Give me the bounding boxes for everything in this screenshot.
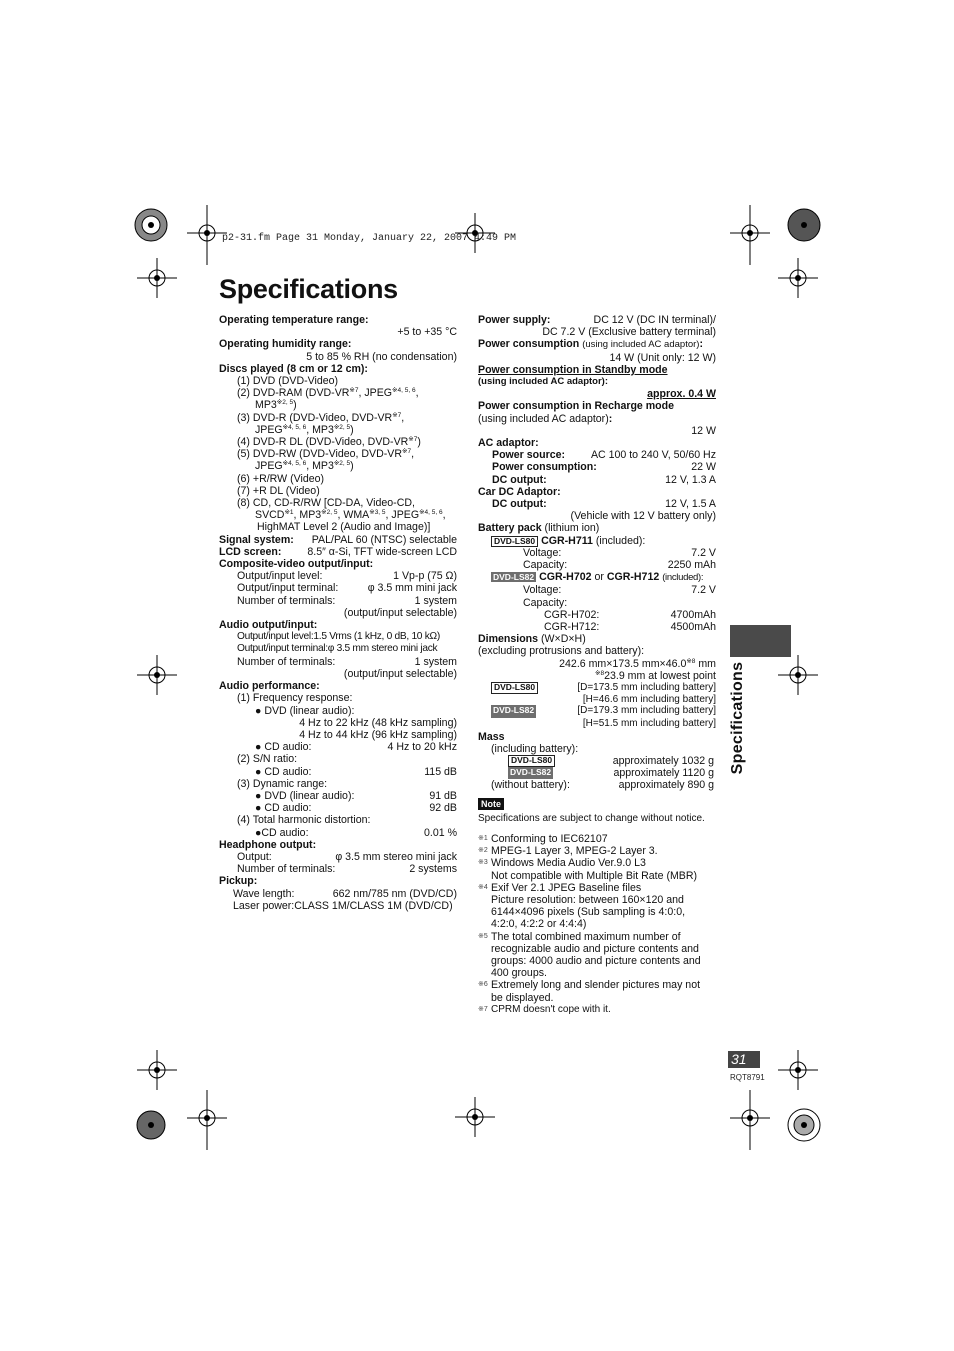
battery-model-row: DVD-LS82 CGR-H702 or CGR-H712 (included):: [493, 571, 704, 584]
spec-value: 242.6 mm×173.5 $mm\times 46.0^{※8}$ mm: [559, 657, 716, 670]
spec-value: $^{※8}$23.9 mm at lowest point: [595, 669, 716, 682]
spec-value: 5 to 85 % RH (no condensation): [306, 350, 457, 363]
right-column: [478, 314, 716, 1016]
disc-item: (3) DVD-R (DVD-Video, DVD-VR$^{※7}$,: [237, 411, 405, 424]
spec-value: Laser power:CLASS 1M/CLASS 1M (DVD/CD): [233, 899, 453, 912]
registration-mark: [137, 655, 177, 695]
note-badge: Note: [478, 798, 504, 810]
side-tab: [716, 652, 760, 784]
spec-note: (using included AC adaptor):: [478, 376, 609, 388]
spec-note: (including battery):: [491, 742, 579, 755]
spec-value: (output/input selectable): [343, 667, 457, 680]
spec-label: Dimensions (W×D×H): [478, 633, 586, 646]
spec-row: CGR-H712: 4500mAh: [544, 621, 716, 634]
footnote: ※7 CPRM doesn't cope with it.: [478, 1003, 611, 1015]
spec-value: +5 to +35 °C: [397, 326, 457, 339]
spec-row: Output: φ 3.5 mm stereo mini jack: [237, 850, 457, 863]
spec-row: LCD screen: 8.5″ α-Si, TFT wide-screen LCD: [219, 545, 457, 558]
spec-sublabel: (2) S/N ratio:: [237, 753, 298, 766]
spec-row: DVD-LS80 approximately 1032 g: [478, 755, 716, 767]
spec-label: AC adaptor:: [478, 437, 539, 450]
spec-value: 4 Hz to 22 kHz (48 kHz sampling): [299, 716, 457, 729]
registration-mark: [455, 1097, 495, 1137]
model-badge-ls82: DVD-LS82: [491, 705, 536, 717]
spec-label: Composite-video output/input:: [219, 558, 374, 571]
battery-model-row: DVD-LS80 CGR-H711 (included):: [478, 535, 716, 547]
footnote: ※1 Conforming to IEC62107: [478, 832, 608, 845]
spec-value: (output/input selectable): [343, 606, 457, 619]
spec-sublabel: (1) Frequency response:: [237, 692, 353, 705]
spec-row: Signal system: PAL/PAL 60 (NTSC) selectable: [219, 533, 457, 546]
spec-label: Audio output/input:: [219, 619, 318, 632]
spec-row: Power consumption: 22 W: [492, 461, 716, 474]
spec-row: Power source: AC 100 to 240 V, 50/60 Hz: [492, 449, 716, 462]
spec-value: 12 W: [691, 424, 716, 437]
spec-label: Operating humidity range:: [219, 338, 352, 351]
spec-row: Voltage: 7.2 V: [523, 584, 716, 597]
disc-item: HighMAT Level 2 (Audio and Image)]: [257, 521, 431, 534]
page-title: Specifications: [219, 274, 398, 304]
spec-label: Headphone output:: [219, 838, 317, 851]
spec-row: Power supply: DC 12 V (DC IN terminal)/: [478, 314, 716, 326]
registration-mark: [778, 655, 818, 695]
spec-row: Wave length: 662 nm/785 nm (DVD/CD): [233, 887, 457, 900]
spec-row: Number of terminals: 2 systems: [237, 863, 457, 876]
spec-row: DVD-LS82 approximately 1120 g: [510, 767, 714, 780]
spec-row: ●CD audio: 0.01 %: [255, 826, 457, 839]
color-target-icon: [131, 1105, 171, 1145]
disc-item: MP3$^{※2, 5}$): [255, 399, 297, 412]
spec-label: Audio performance:: [219, 680, 320, 693]
spec-row: Output/input terminal: φ 3.5 mm mini jack: [237, 582, 457, 595]
note-row: [478, 798, 716, 810]
spec-value: Output/input level:1.5 Vrms (1 kHz, 0 dB, 10 kΩ): [237, 631, 440, 643]
disc-item: (5) DVD-RW (DVD-Video, DVD-VR$^{※7}$,: [237, 448, 415, 461]
spec-row: Output/input level: 1 Vp-p (75 Ω): [237, 570, 457, 583]
spec-row: ● CD audio: 115 dB: [255, 765, 457, 778]
spec-note: (using included AC adaptor):: [478, 412, 613, 425]
footnote: ※3 Windows Media Audio Ver.9.0 L3 Not compatible with Multiple Bit Rate (MBR): [478, 857, 698, 882]
registration-mark: [187, 1090, 227, 1150]
spec-value: 14 W (Unit only: 12 W): [609, 351, 716, 364]
spec-row: ● CD audio: 92 dB: [255, 802, 457, 815]
spec-row: DVD-LS82 [D=179.3 mm including battery]: [493, 705, 716, 717]
spec-sublabel: Capacity:: [523, 596, 568, 609]
footnote: ※6 Extremely long and slender pictures may not be displayed.: [478, 979, 701, 1004]
color-target-icon: [784, 205, 824, 245]
disc-item: JPEG$^{※4, 5, 6}$, MP3$^{※2, 5}$): [255, 460, 354, 473]
disc-item: SVCD$^{※1}$, MP3$^{※2, 5}$, WMA$^{※3, 5}$, JPEG$^{※4, 5, 6}$,: [255, 509, 446, 522]
file-header: p2-31.fm Page 31 Monday, January 22, 2007 4:49 PM: [222, 233, 517, 244]
spec-row: Number of terminals: 1 system: [237, 594, 457, 607]
note-text: Specifications are subject to change without notice.: [478, 812, 705, 824]
model-badge-ls82: DVD-LS82: [493, 572, 535, 583]
spec-label: Car DC Adaptor:: [478, 485, 561, 498]
spec-sublabel: (3) Dynamic range:: [237, 777, 328, 790]
registration-mark: [730, 205, 770, 265]
registration-mark: [137, 1050, 177, 1090]
disc-item: (6) +R/RW (Video): [237, 472, 325, 485]
disc-item: (1) DVD (DVD-Video): [237, 375, 339, 388]
registration-mark: [778, 258, 818, 298]
spec-value: 4 Hz to 44 kHz (96 kHz sampling): [299, 728, 457, 741]
spec-row: (without battery): approximately 890 g: [491, 779, 714, 792]
disc-item: JPEG$^{※4, 5, 6}$, MP3$^{※2, 5}$): [255, 423, 354, 436]
footnote: ※2 MPEG-1 Layer 3, MPEG-2 Layer 3.: [478, 845, 658, 858]
spec-row: Capacity: 2250 mAh: [523, 559, 716, 572]
registration-mark: [730, 1090, 770, 1150]
registration-mark: [137, 258, 177, 298]
model-badge-ls80: DVD-LS80: [508, 755, 555, 767]
model-badge-ls80: DVD-LS80: [491, 682, 538, 694]
spec-value: (Vehicle with 12 V battery only): [570, 510, 716, 523]
spec-sublabel: ● DVD (linear audio):: [255, 704, 355, 717]
disc-item: (2) DVD-RAM (DVD-VR$^{※7}$, JPEG$^{※4, 5, 6}$,: [237, 387, 419, 400]
spec-value: [H=51.5 mm including battery]: [582, 717, 716, 729]
side-tab-label: Specifications: [729, 661, 746, 775]
spec-sublabel: (4) Total harmonic distortion:: [237, 814, 371, 827]
spec-note: (excluding protrusions and battery):: [478, 645, 645, 658]
spec-value: Output/input terminal:φ 3.5 mm stereo mini jack: [237, 643, 438, 655]
left-column: [219, 314, 457, 912]
footnote: ※4 Exif Ver 2.1 JPEG Baseline files Picture resolution: between 160×120 and 6144×4096 pixels (Sub sampling is 4:0:0, 4:2:0, 4:2:2 or 4:4:4): [478, 881, 686, 931]
spec-label: Power consumption in Recharge mode: [478, 400, 675, 413]
doc-code: RQT8791: [730, 1073, 765, 1082]
spec-label: Power consumption in Standby mode: [478, 363, 668, 376]
disc-item: (7) +R DL (Video): [237, 484, 320, 497]
spec-row: ● CD audio: 4 Hz to 20 kHz: [255, 741, 457, 754]
model-badge-ls80: DVD-LS80: [491, 536, 538, 547]
model-badge-ls82: DVD-LS82: [508, 767, 553, 779]
spec-label: Operating temperature range:: [219, 314, 369, 326]
spec-row: Number of terminals: 1 system: [237, 655, 457, 668]
spec-value: DC 7.2 V (Exclusive battery terminal): [542, 326, 716, 339]
registration-mark: [778, 1050, 818, 1090]
spec-label: Mass: [478, 730, 505, 743]
page-number: 31: [728, 1051, 760, 1068]
spec-value: approx. 0.4 W: [647, 388, 716, 401]
spec-label: Power consumption (using included AC adaptor):: [478, 338, 703, 351]
spec-row: DVD-LS80 [D=173.5 mm including battery]: [478, 682, 716, 694]
spec-label: Pickup:: [219, 875, 258, 888]
spec-label: Discs played (8 cm or 12 cm):: [219, 362, 368, 375]
disc-item: (4) DVD-R DL (DVD-Video, DVD-VR$^{※7}$): [237, 436, 421, 449]
spec-label: Battery pack (lithium ion): [478, 522, 600, 535]
spec-row: ● DVD (linear audio): 91 dB: [255, 789, 457, 802]
footnote: ※5 The total combined maximum number of recognizable audio and picture contents and groups: 4000 audio and picture contents and 400 groups.: [478, 930, 701, 980]
color-target-icon: [784, 1105, 824, 1145]
color-target-icon: [131, 205, 171, 245]
spec-row: CGR-H702: 4700mAh: [544, 608, 716, 621]
spec-row: DC output: 12 V, 1.3 A: [492, 473, 716, 486]
disc-item: (8) CD, CD-R/RW [CD-DA, Video-CD,: [237, 497, 415, 510]
registration-mark: [187, 205, 227, 265]
spec-value: [H=46.6 mm including battery]: [582, 694, 716, 706]
spec-row: Voltage: 7.2 V: [523, 546, 716, 559]
spec-row: DC output: 12 V, 1.5 A: [492, 498, 716, 511]
